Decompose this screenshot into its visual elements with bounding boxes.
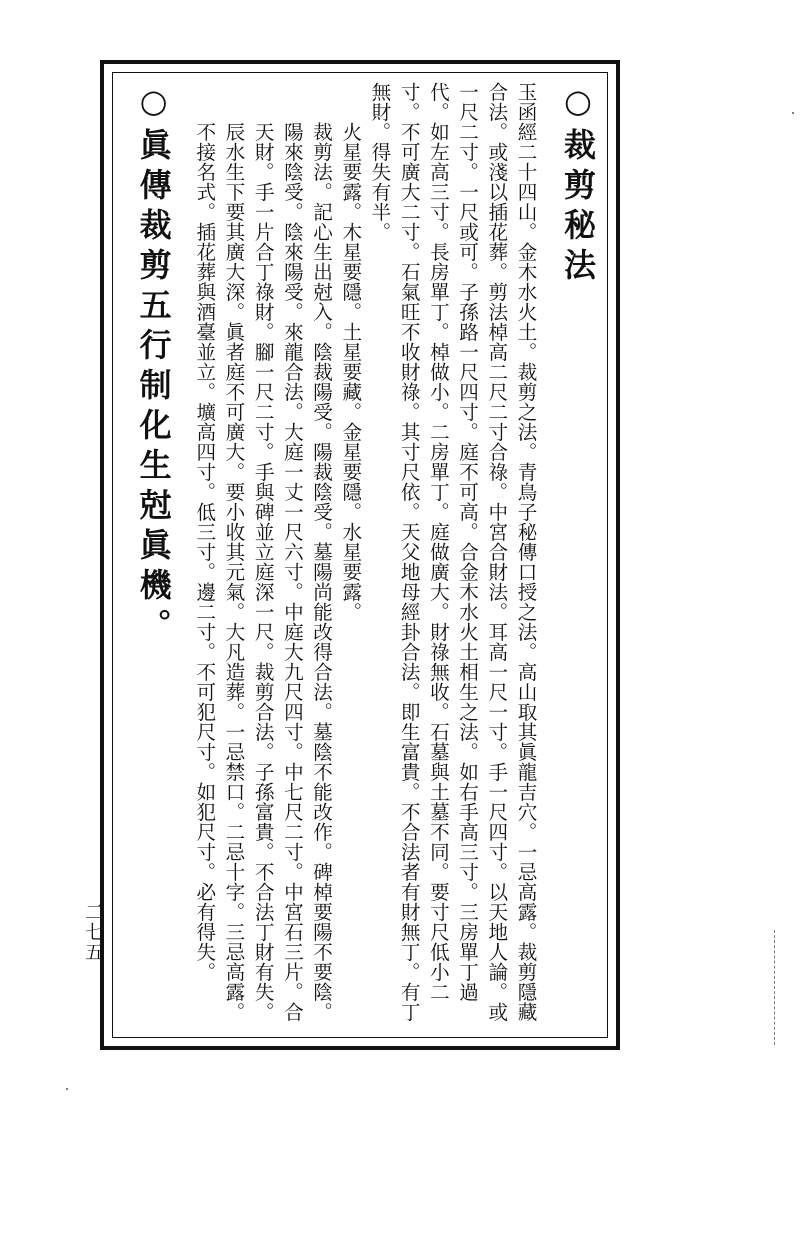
body-paragraph: 玉函經二十四山。金木水火土。裁剪之法。青鳥子秘傳口授之法。高山取其眞龍吉穴。一忌高露。裁剪隱藏合法。或淺以插花葬。剪法棹高二尺二寸合祿。中宮合財法。耳高一尺一寸。手一尺四寸。以天地人論。或一尺二寸。一尺或可。子孫路一尺四寸。庭不可高。合金木水火土相生之法。如右手高三寸。三房單丁過代。如左高三寸。長房單丁。棹做小。二房單丁。庭做廣大。財祿無收。石墓與土墓不同。要寸尺低小二寸。不可廣大二寸。石氣旺不收財祿。其寸尺依。天父地母經卦合法。即生富貴。不合法者有財無丁。有丁無財。得失有半。 <box>367 82 537 1022</box>
body-paragraph: 火星要露。木星要隱。土星要藏。金星要隱。水星要露。 <box>338 122 362 622</box>
next-section-heading: ○眞傳裁剪五行制化生尅眞機。 <box>134 82 173 648</box>
body-paragraph: 裁剪法。記心生出尅入。陰裁陽受。陽裁陰受。墓陽尚能改得合法。墓陰不能改作。碑棹要陽不要陰。陽來陰受。陰來陽受。來龍合法。大庭一丈一尺六寸。中庭大九尺四寸。中七尺二寸。中宮石三片。合天財。手一片合丁祿財。腳一尺二寸。手與碑並立庭深一尺。裁剪合法。子孫富貴。不合法丁財有失。辰水生下要其廣大深。眞者庭不可廣大。要小收其元氣。大凡造葬。一忌禁口。二忌十字。三忌高露。不接名式。插花葬與酒臺並立。壙高四寸。低三寸。邊二寸。不可犯尺寸。如犯尺寸。必有得失。 <box>192 122 333 1022</box>
scan-speck <box>792 112 794 114</box>
scan-artifact-line <box>774 930 776 1045</box>
vertical-text-body <box>128 82 600 1022</box>
scan-speck <box>66 1088 68 1090</box>
section-heading: ○裁剪秘法 <box>559 82 597 288</box>
page-number: 二七五 <box>82 902 104 962</box>
